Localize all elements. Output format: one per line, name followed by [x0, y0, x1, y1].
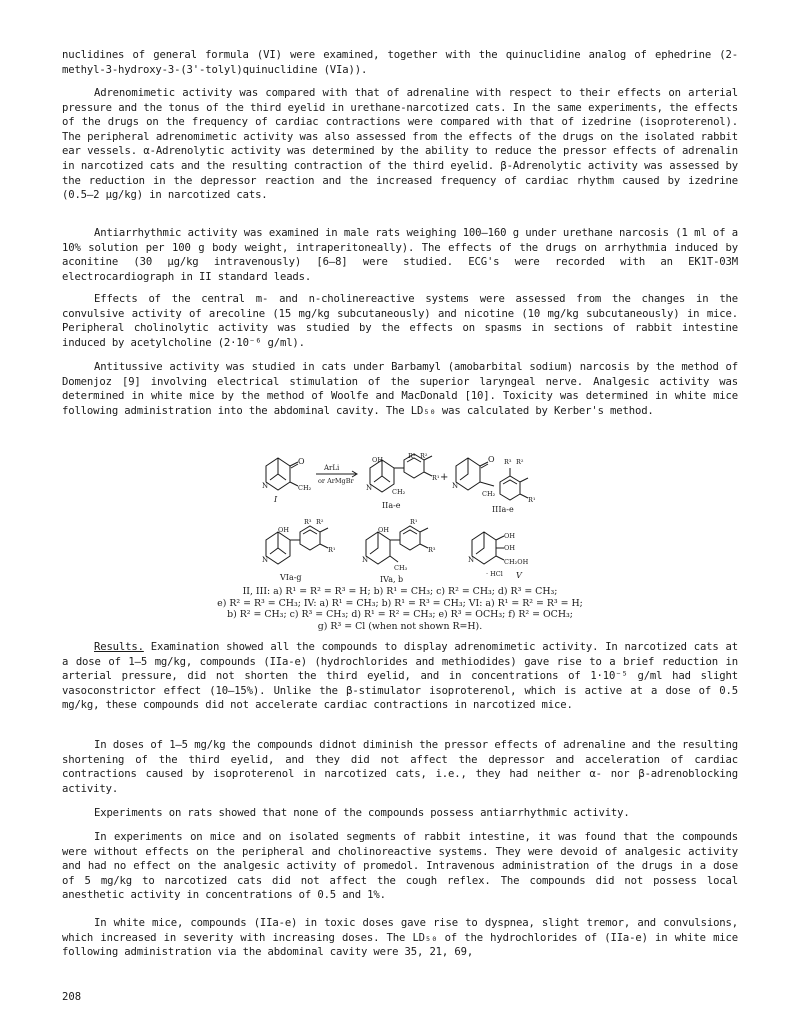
atom-r3-carbinol: R³ [408, 452, 416, 460]
paragraph-antiarrhythmic-methods: Antiarrhythmic activity was examined in male rats weighing 100–160 g under urethane narcosis (1 ml of a 10% solution per 100 g body weight, intraperitoneally). The effects of the drugs on arrhythmia induced by aconitine (30 μg/kg intravenously) [6–8] were studied. ECG's were recorded with an EK1T-03M electrocardiograph in II standard leads. [62, 227, 738, 283]
atom-r1-iv: R¹ [410, 518, 418, 526]
results-intro-text: Examination showed all the compounds to display adrenomimetic activity. In narcotized cats at a dose of 1–5 mg/kg, compounds (IIa-e) (hydrochlorides and methiodides) gave rise to a brief reduction in arterial pressure, did not shorten the third eyelid, and in concentrations of 1·10⁻⁵ g/ml had slight vasoconstrictor effect (10–15%). Unlike the β-stimulator isoproterenol, which is active at a dose of 0.5 mg/kg, these compounds did not accelerate cardiac contractions in narcotized mice. [62, 641, 738, 712]
atom-ch2oh-v: CH₂OH [504, 558, 529, 566]
legend-line: e) R² = R³ = CH₃; IV: a) R¹ = CH₃; b) R¹ = R³ = CH₃; VI: a) R¹ = R² = R³ = H; [217, 597, 583, 609]
atom-r3-iv: R³ [428, 546, 436, 554]
substituents-legend [170, 586, 630, 632]
page-number: 208 [62, 991, 82, 1003]
compound-label-vi: VIa-g [280, 573, 302, 582]
atom-ch3-iv: CH₃ [394, 564, 408, 572]
atom-o-ketone: O [298, 457, 305, 466]
compound-label-iv: IVa, b [380, 575, 404, 584]
atom-ch2-alkene: CH₂ [482, 490, 496, 498]
paragraph-intro-continuation: nuclidines of general formula (VI) were examined, together with the quinuclidine analog of ephedrine (2-methyl-3-hydroxy-3-(3'-tolyl)quinuclidine (VIa)). [62, 49, 738, 76]
plus-sign: + [440, 472, 449, 483]
atom-r3-vi: R³ [304, 518, 312, 526]
compound-label-v: V [516, 571, 522, 580]
atom-n-iv: N [362, 556, 369, 564]
hcl-salt-label: · HCl [486, 570, 503, 578]
atom-r3-alkene: R³ [504, 458, 512, 466]
structure-diol-v [472, 532, 504, 564]
paragraph-results-toxicity: In white mice, compounds (IIa-e) in toxic doses gave rise to dyspnea, slight tremor, and convulsions, which increased in severity with increasing doses. The LD₅₀ of the hydrochlorides of (IIa-e) in white mice following administration via the abdominal cavity were 35, 21, 69, [62, 917, 738, 959]
atom-r2-vi: R² [316, 518, 324, 526]
legend-line: b) R² = CH₃; c) R³ = CH₃; d) R¹ = R² = CH₃; e) R³ = OCH₃; f) R² = OCH₃; [227, 609, 573, 621]
atom-oh-carbinol: OH [372, 456, 383, 464]
atom-n-vi: N [262, 556, 269, 564]
compound-label-iii: IIIa-e [492, 505, 514, 514]
atom-n-v: N [468, 556, 475, 564]
structure-tertiary-alcohol-vi [266, 526, 328, 564]
structure-ketone-i [266, 458, 298, 490]
paragraph-antitussive-methods: Antitussive activity was studied in cats under Barbamyl (amobarbital sodium) narcosis by the method of Domenjoz [9] involving electrical stimulation of the superior laryngeal nerve. Analgesic activity was determined in white mice by the method of Woolfe and MacDonald [10]. Toxicity was determined in white mice following administration into the abdominal cavity. The LD₅₀ was calculated by Kerber's method. [62, 361, 738, 417]
compound-label-i: I [274, 495, 278, 504]
atom-ch2-carbinol: CH₂ [392, 488, 406, 496]
atom-oh-iv: OH [378, 526, 389, 534]
atom-n-alkene: N [452, 482, 459, 490]
atom-oh-v-1: OH [504, 532, 515, 540]
atom-n-carbinol: N [366, 484, 373, 492]
structure-methyl-analog-iv [366, 526, 428, 564]
paragraph-results-intro [62, 640, 738, 713]
atom-r1-vi: R¹ [328, 546, 336, 554]
compound-label-ii: IIa-e [382, 501, 401, 510]
atom-oh-vi: OH [278, 526, 289, 534]
paragraph-cholinereactive-methods: Effects of the central m- and n-cholinereactive systems were assessed from the changes in the convulsive activity of arecoline (15 mg/kg subcutaneously) and nicotine (10 mg/kg subcutaneously) in mice. Peripheral cholinolytic activity was studied by the effects on spasms in sections of rabbit intestine induced by acetylcholine (2·10⁻⁶ g/ml). [62, 293, 738, 349]
legend-line: g) R³ = Cl (when not shown R=H). [317, 620, 483, 632]
paragraph-results-adrenoblocking: In doses of 1–5 mg/kg the compounds didnot diminish the pressor effects of adrenaline and the resulting shortening of the third eyelid, and they did not affect the depressor and acceleration of cardiac contractions caused by isoproterenol in narcotized cats, i.e., they had neither α- nor β-adrenoblocking activity. [62, 739, 738, 795]
atom-n-ketone: N [262, 482, 269, 490]
paragraph-results-cholinoreactive: In experiments on mice and on isolated segments of rabbit intestine, it was found that the compounds were without effects on the peripheral and cholinoreactive systems. They were devoid of analgesic activity and had no effect on the analgesic activity of promedol. Intravenous administration of the drugs in a dose of 5 mg/kg to narcotized cats did not affect the cough reflex. The compounds did not possess local anesthetic activity in concentrations of 0.5 and 1%. [62, 831, 738, 902]
reagent-above-arrow: ArLi [324, 464, 340, 472]
atom-r2-carbinol: R² [420, 452, 428, 460]
results-heading: Results. [94, 641, 144, 653]
paragraph-results-antiarrhythmic: Experiments on rats showed that none of the compounds possess antiarrhythmic activity. [94, 807, 630, 819]
atom-r2-alkene: R² [516, 458, 524, 466]
atom-o-alkene: O [488, 455, 495, 464]
atom-oh-v-2: OH [504, 544, 515, 552]
paragraph-adrenomimetic-methods: Adrenomimetic activity was compared with that of adrenaline with respect to their effects on arterial pressure and the tonus of the third eyelid in urethane-narcotized cats. In the same experiments, the effects of the drugs on the frequency of cardiac contractions were compared with that of izedrine (isoproterenol). The peripheral adrenomimetic activity was also assessed from the effects of the drugs on the isolated rabbit ear vessels. α-Adrenolytic activity was determined by the ability to reduce the pressor effects of adrenalin in narcotized cats and the resulting contraction of the third eyelid. β-Adrenolytic activity was assessed by the reduction in the depressor reaction and the increased frequency of cardiac rhythm caused by izedrine (0.5–2 μg/kg) in narcotized cats. [62, 87, 738, 202]
atom-r1-carbinol: R¹ [432, 474, 440, 482]
legend-line: II, III: a) R¹ = R² = R³ = H; b) R¹ = CH₃; c) R² = CH₃; d) R³ = CH₃; [242, 586, 558, 597]
atom-ch2-ketone: CH₂ [298, 484, 312, 492]
atom-r1-alkene: R¹ [528, 496, 536, 504]
reagent-below-arrow: or ArMgBr [318, 477, 354, 485]
